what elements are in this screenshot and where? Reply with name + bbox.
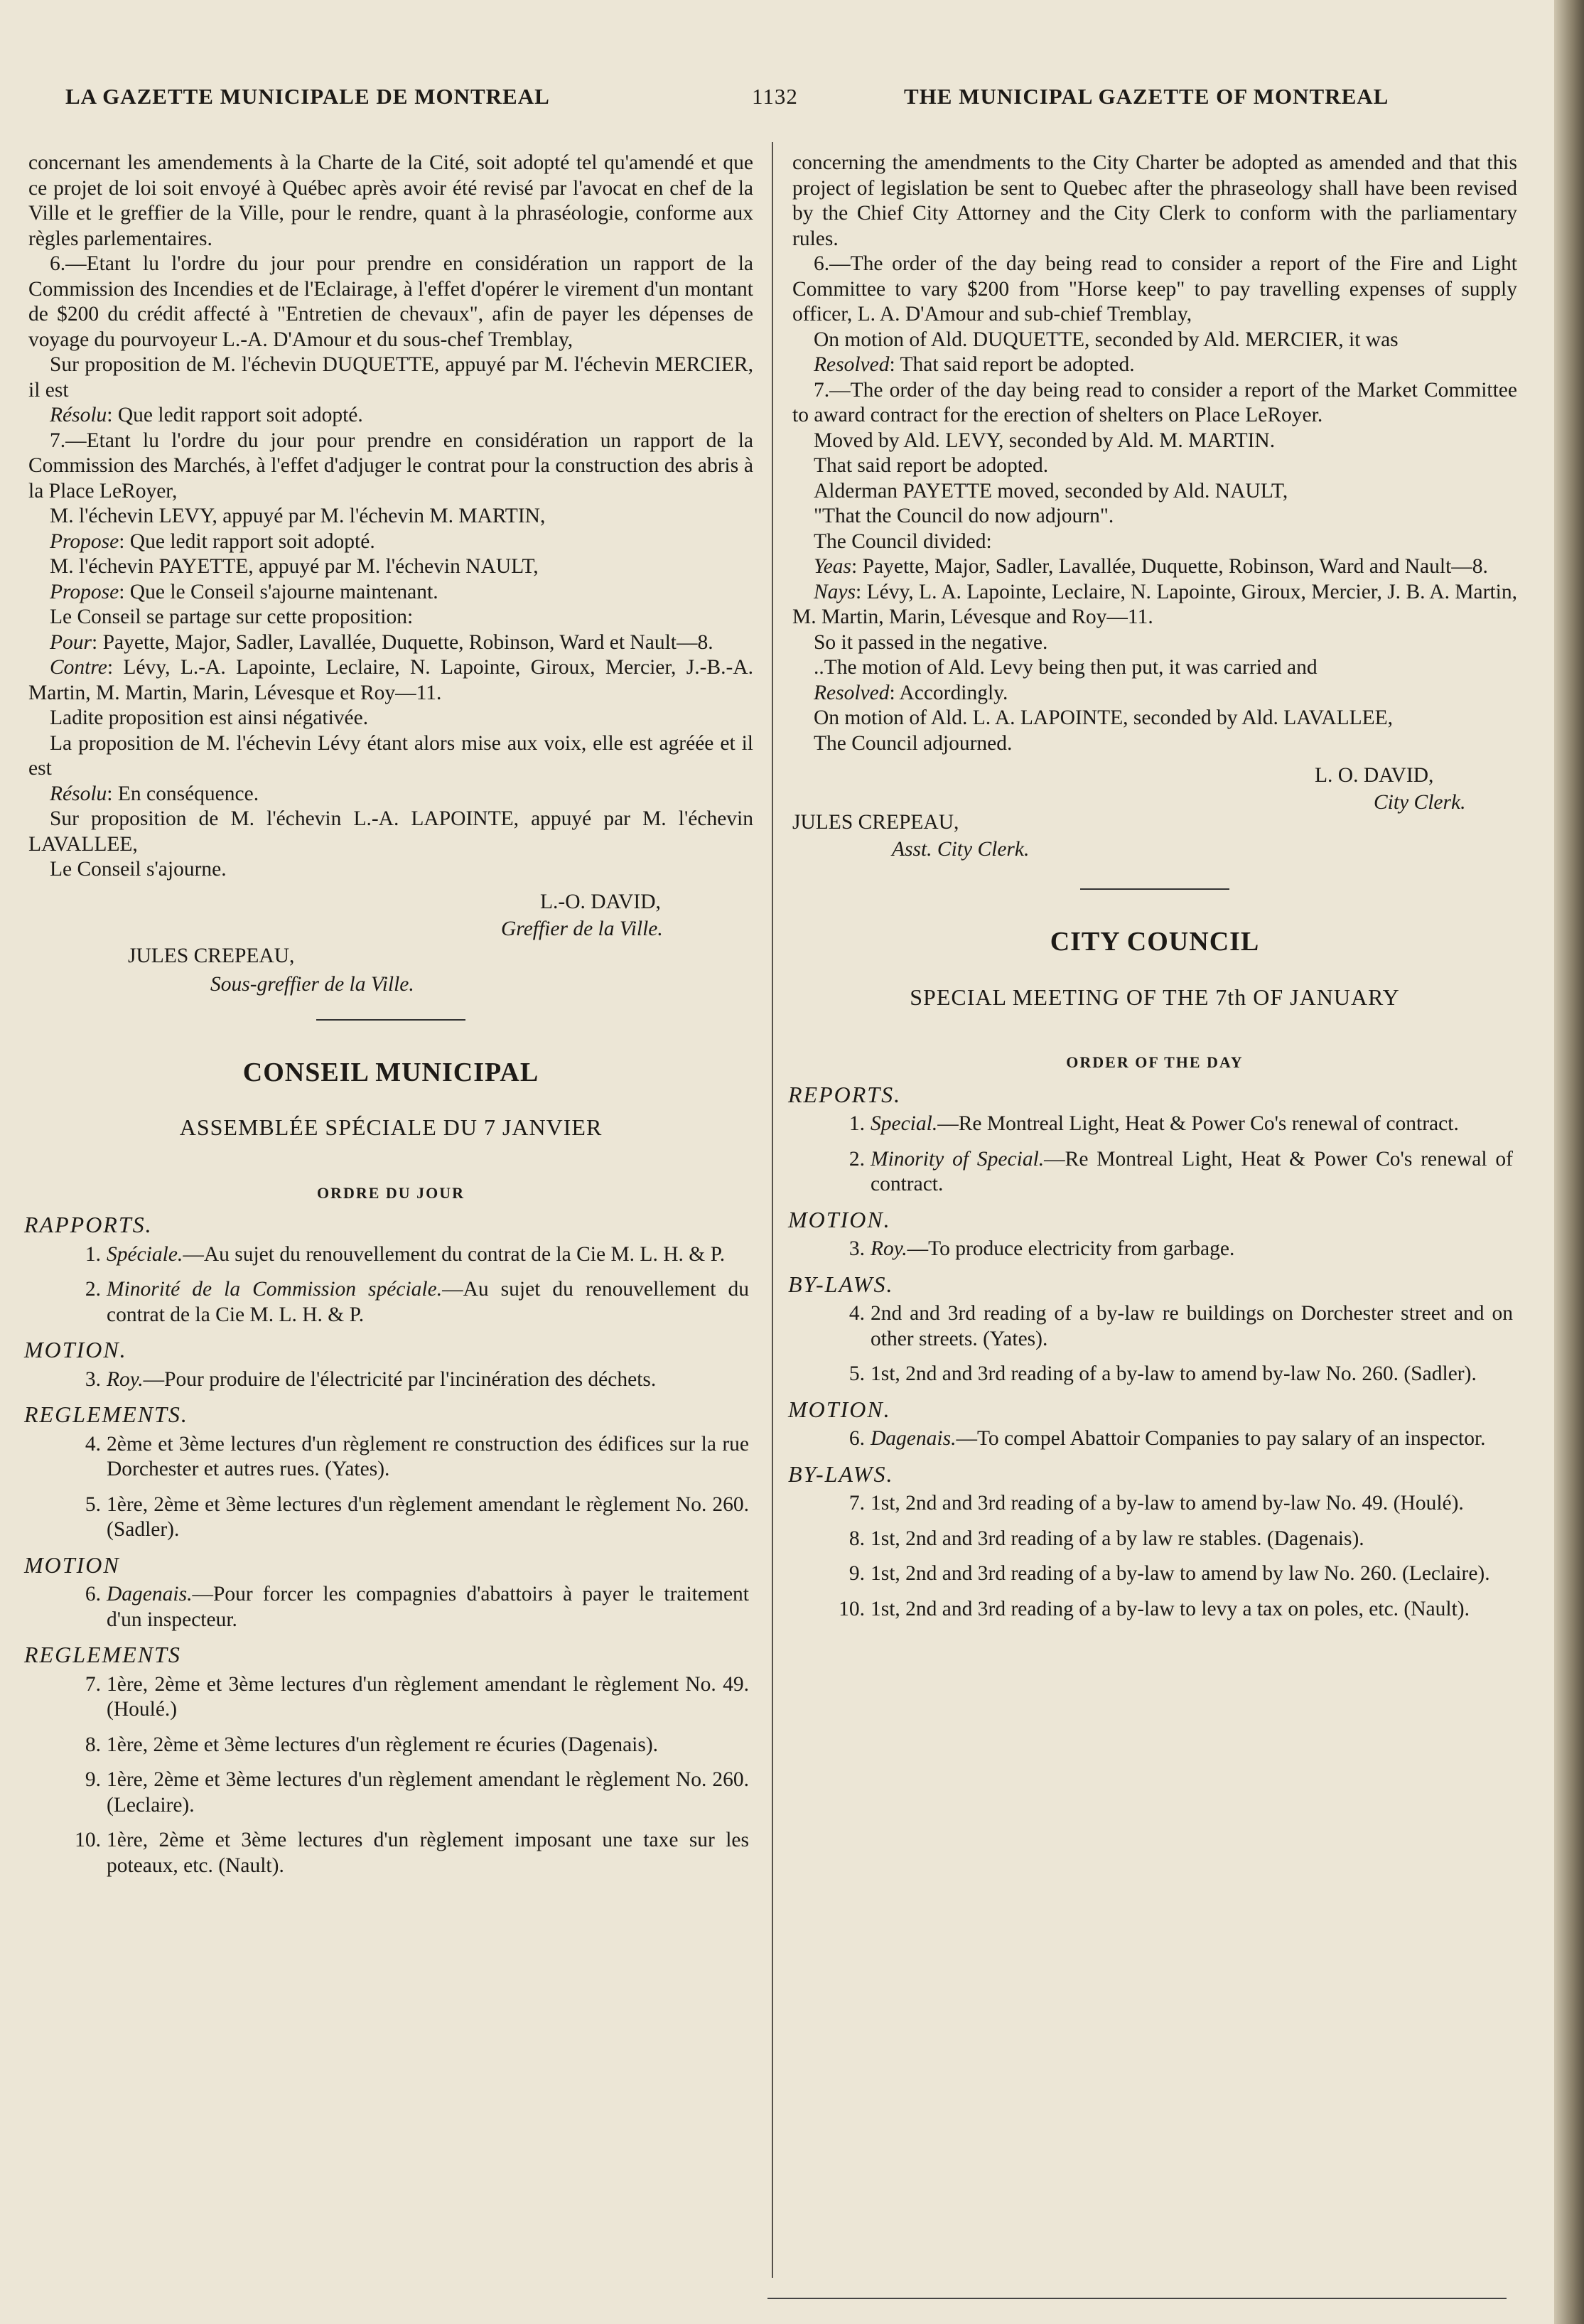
en-paragraph: The Council adjourned. xyxy=(814,731,1013,755)
fr-vote-for xyxy=(28,630,753,656)
agenda-item xyxy=(28,1432,753,1483)
agenda-item xyxy=(792,1527,1517,1552)
fr-agenda xyxy=(24,1212,753,1878)
fr-paragraph: Ladite proposition est ainsi négativée. xyxy=(50,706,369,729)
agenda-item xyxy=(792,1561,1517,1587)
agenda-item-text: —Re Montreal Light, Heat & Power Co's renewal of contract. xyxy=(937,1112,1459,1135)
agenda-item-text: —To produce electricity from garbage. xyxy=(907,1237,1235,1260)
agenda-item-mover: Minority of Special. xyxy=(871,1147,1045,1171)
en-vote-nays xyxy=(792,580,1517,630)
agenda-section-title: MOTION xyxy=(24,1551,120,1578)
fr-proposal-text: : Que le Conseil s'ajourne maintenant. xyxy=(119,580,438,603)
fr-resolution-label: Résolu xyxy=(50,782,107,805)
agenda-item-text: —Au sujet du renouvellement du contrat de la Cie M. L. H. & P. xyxy=(107,1278,749,1326)
en-meeting-title: SPECIAL MEETING OF THE 7th OF JANUARY xyxy=(910,984,1400,1010)
agenda-item xyxy=(792,1426,1517,1452)
agenda-section-title: BY-LAWS. xyxy=(788,1271,894,1297)
agenda-item-number: 2. xyxy=(848,1147,865,1171)
agenda-item-text: 1st, 2nd and 3rd reading of a by-law to amend by-law No. 49. (Houlé). xyxy=(871,1492,1464,1515)
en-vote-nays-label: Nays xyxy=(814,580,856,603)
en-resolution-text: : Accordingly. xyxy=(889,681,1008,704)
agenda-item-number: 7. xyxy=(85,1672,101,1696)
fr-proposal-label: Propose xyxy=(50,529,119,553)
agenda-section-title: REPORTS. xyxy=(788,1081,902,1107)
en-paragraph: The Council divided: xyxy=(814,529,992,553)
fr-paragraph: concernant les amendements à la Charte de la Cité, soit adopté tel qu'amendé et que ce projet de loi soit envoyé à Québec après avoir été revisé par l'avocat en chef de la Ville et le greffier de la Ville, pour le rendre, quant à la phraséologie, conforme aux règles parlementaires. xyxy=(28,151,753,250)
en-asst-clerk-title: Asst. City Clerk. xyxy=(892,838,1030,861)
agenda-item xyxy=(28,1828,753,1878)
agenda-section-title: MOTION. xyxy=(788,1206,891,1232)
agenda-item-number: 9. xyxy=(85,1768,101,1791)
en-resolution-label: Resolved xyxy=(814,681,890,704)
en-clerk-title: City Clerk. xyxy=(1374,791,1466,814)
fr-resolution-text: : En conséquence. xyxy=(107,782,259,805)
en-signatures xyxy=(792,763,1517,898)
agenda-item-mover: Special. xyxy=(871,1112,938,1135)
en-paragraph: 6.—The order of the day being read to consider a report of the Fire and Light Committee to vary $200 from "Horse keep" to pay travelling expenses of supply officer, L. A. D'Amour and sub-chief Tremblay, xyxy=(792,252,1517,326)
fr-proposal xyxy=(28,580,753,606)
agenda-section-title: BY-LAWS. xyxy=(788,1460,894,1487)
agenda-item-mover: Roy. xyxy=(871,1237,907,1260)
agenda-item xyxy=(792,1112,1517,1137)
agenda-item-number: 7. xyxy=(848,1492,865,1515)
agenda-item xyxy=(792,1237,1517,1262)
agenda-item xyxy=(28,1492,753,1543)
agenda-item-text: —Pour produire de l'électricité par l'incinération des déchets. xyxy=(143,1367,657,1391)
fr-paragraph: La proposition de M. l'échevin Lévy étant alors mise aux voix, elle est agréée et il est xyxy=(28,731,753,780)
agenda-item-text: 1ère, 2ème et 3ème lectures d'un règlement amendant le règlement No. 49. (Houlé.) xyxy=(107,1672,749,1721)
agenda-section-title: REGLEMENTS xyxy=(24,1642,181,1667)
agenda-item xyxy=(792,1147,1517,1198)
en-resolution-label: Resolved xyxy=(814,353,890,376)
french-column xyxy=(24,151,753,1888)
fr-asst-clerk-name: JULES CREPEAU, xyxy=(128,944,295,967)
fr-paragraph: 6.—Etant lu l'ordre du jour pour prendre en considération un rapport de la Commission des Incendies et de l'Eclairage, à l'effet d'opérer le virement d'un montant de $200 du crédit affecté à "Entretien de chevaux", afin de payer les dépenses de voyage du pourvoyeur L.-A. D'Amour et du sous-chef Tremblay, xyxy=(28,252,753,351)
agenda-item-mover: Roy. xyxy=(107,1367,144,1391)
en-order-title: ORDER OF THE DAY xyxy=(1066,1053,1244,1071)
en-council-title: CITY COUNCIL xyxy=(1050,927,1260,957)
agenda-item xyxy=(792,1362,1517,1387)
agenda-item-number: 2. xyxy=(85,1278,101,1301)
agenda-item-number: 5. xyxy=(85,1492,101,1516)
fr-clerk-title: Greffier de la Ville. xyxy=(501,917,663,940)
fr-paragraph: Sur proposition de M. l'échevin L.-A. LAPOINTE, appuyé par M. l'échevin LAVALLEE, xyxy=(28,807,753,856)
fr-proposal-text: : Que ledit rapport soit adopté. xyxy=(119,529,375,553)
agenda-item-number: 3. xyxy=(85,1367,101,1391)
fr-proposal-label: Propose xyxy=(50,580,119,603)
agenda-item-text: 1st, 2nd and 3rd reading of a by-law to amend by law No. 260. (Leclaire). xyxy=(871,1562,1490,1585)
agenda-item xyxy=(28,1733,753,1758)
agenda-section-title: MOTION. xyxy=(24,1337,127,1362)
fr-asst-clerk-title: Sous-greffier de la Ville. xyxy=(210,972,414,996)
agenda-item-text: —To compel Abattoir Companies to pay salary of an inspector. xyxy=(956,1427,1486,1450)
agenda-section-title: MOTION. xyxy=(788,1396,891,1422)
agenda-item-number: 8. xyxy=(848,1527,865,1550)
agenda-item xyxy=(792,1597,1517,1623)
agenda-item-text: 1st, 2nd and 3rd reading of a by-law to amend by-law No. 260. (Sadler). xyxy=(871,1362,1477,1385)
bottom-rule xyxy=(767,2298,1507,2299)
agenda-item-text: 1st, 2nd and 3rd reading of a by law re stables. (Dagenais). xyxy=(871,1527,1364,1550)
agenda-item xyxy=(28,1242,753,1268)
fr-resolution-text: : Que ledit rapport soit adopté. xyxy=(107,404,363,426)
agenda-item-text: 1ère, 2ème et 3ème lectures d'un règlement amendant le règlement No. 260. (Leclaire). xyxy=(107,1768,749,1817)
en-resolution xyxy=(792,353,1517,378)
english-column xyxy=(788,151,1517,1632)
en-paragraph: 7.—The order of the day being read to consider a report of the Market Committee to award contract for the erection of shelters on Place LeRoyer. xyxy=(792,378,1517,426)
agenda-item-text: —Re Montreal Light, Heat & Power Co's renewal of contract. xyxy=(871,1147,1513,1195)
fr-paragraph: M. l'échevin LEVY, appuyé par M. l'échevin M. MARTIN, xyxy=(50,505,546,527)
agenda-item-number: 10. xyxy=(839,1597,865,1620)
page-header xyxy=(0,84,1549,127)
agenda-section-title: REGLEMENTS. xyxy=(24,1402,188,1427)
agenda-item-number: 4. xyxy=(85,1432,101,1456)
en-vote-yeas-label: Yeas xyxy=(814,555,852,578)
fr-meeting-title: ASSEMBLÉE SPÉCIALE DU 7 JANVIER xyxy=(179,1114,603,1140)
en-paragraph: Alderman PAYETTE moved, seconded by Ald. NAULT, xyxy=(814,479,1288,502)
fr-council-title: CONSEIL MUNICIPAL xyxy=(242,1057,539,1087)
fr-vote-for-text: : Payette, Major, Sadler, Lavallée, Duquette, Robinson, Ward et Nault—8. xyxy=(92,630,713,654)
fr-paragraph: Le Conseil se partage sur cette proposition: xyxy=(50,606,414,628)
fr-vote-against-label: Contre xyxy=(50,656,107,679)
fr-resolution-label: Résolu xyxy=(50,404,107,426)
fr-order-title: ORDRE DU JOUR xyxy=(316,1183,465,1202)
en-resolution xyxy=(792,681,1517,706)
agenda-item-number: 6. xyxy=(848,1427,865,1450)
en-resolution-text: : That said report be adopted. xyxy=(889,353,1135,376)
agenda-item-number: 9. xyxy=(848,1562,865,1585)
agenda-item xyxy=(792,1491,1517,1517)
en-paragraph: "That the Council do now adjourn". xyxy=(814,505,1114,527)
en-asst-clerk-name: JULES CREPEAU, xyxy=(792,811,959,834)
fr-signatures xyxy=(28,890,753,1025)
fr-vote-for-label: Pour xyxy=(50,630,92,654)
fr-proposal xyxy=(28,529,753,555)
en-paragraph: On motion of Ald. DUQUETTE, seconded by Ald. MERCIER, it was xyxy=(814,328,1399,351)
agenda-item-number: 3. xyxy=(848,1237,865,1260)
fr-vote-against xyxy=(28,655,753,706)
agenda-section-title: RAPPORTS. xyxy=(24,1212,153,1237)
agenda-item-number: 5. xyxy=(848,1362,865,1385)
fr-clerk-name: L.-O. DAVID, xyxy=(540,890,661,913)
agenda-item-number: 1. xyxy=(848,1112,865,1135)
agenda-item-mover: Minorité de la Commission spéciale. xyxy=(107,1278,443,1301)
agenda-item-number: 6. xyxy=(85,1583,101,1605)
agenda-item-number: 10. xyxy=(75,1829,101,1851)
agenda-item-text: 1ère, 2ème et 3ème lectures d'un règlement re écuries (Dagenais). xyxy=(107,1733,659,1756)
agenda-item-text: 2ème et 3ème lectures d'un règlement re construction des édifices sur la rue Dorchester et autres rues. (Yates). xyxy=(107,1432,749,1480)
agenda-item xyxy=(28,1672,753,1723)
en-clerk-name: L. O. DAVID, xyxy=(1315,764,1434,787)
fr-paragraph: Le Conseil s'ajourne. xyxy=(50,858,227,881)
fr-vote-against-text: : Lévy, L.-A. Lapointe, Leclaire, N. Lapointe, Giroux, Mercier, J.-B.-A. Martin, M. Martin, Marin, Lévesque et Roy—11. xyxy=(28,656,753,704)
page-number: 1132 xyxy=(752,84,798,109)
en-vote-yeas xyxy=(792,554,1517,580)
column-divider xyxy=(772,142,773,2278)
fr-paragraph: Sur proposition de M. l'échevin DUQUETTE, appuyé par M. l'échevin MERCIER, il est xyxy=(28,353,753,402)
agenda-item-number: 4. xyxy=(848,1302,865,1325)
en-paragraph: So it passed in the negative. xyxy=(814,630,1048,654)
agenda-item xyxy=(28,1367,753,1393)
fr-paragraph: 7.—Etant lu l'ordre du jour pour prendre en considération un rapport de la Commission des Marchés, à l'effet d'adjuger le contrat pour la construction des abris à la Place LeRoyer, xyxy=(28,429,753,502)
fr-paragraph: M. l'échevin PAYETTE, appuyé par M. l'échevin NAULT, xyxy=(50,555,539,578)
en-paragraph: That said report be adopted. xyxy=(814,454,1049,477)
header-left-title: LA GAZETTE MUNICIPALE DE MONTREAL xyxy=(65,84,550,109)
agenda-item-mover: Spéciale. xyxy=(107,1242,183,1266)
agenda-item xyxy=(792,1301,1517,1352)
en-vote-nays-text: : Lévy, L. A. Lapointe, Leclaire, N. Lapointe, Giroux, Mercier, J. B. A. Martin, M. Martin, Marin, Lévesque and Roy—11. xyxy=(792,580,1517,628)
agenda-item xyxy=(28,1582,753,1632)
agenda-item-text: 1st, 2nd and 3rd reading of a by-law to levy a tax on poles, etc. (Nault). xyxy=(871,1597,1470,1620)
fr-resolution xyxy=(28,403,753,429)
agenda-item xyxy=(28,1277,753,1328)
agenda-item-text: —Pour forcer les compagnies d'abattoirs à payer le traitement d'un inspecteur. xyxy=(107,1583,749,1631)
en-paragraph: concerning the amendments to the City Charter be adopted as amended and that this project of legislation be sent to Quebec after the phraseology shall have been revised by the Chief City Attorney and the City Clerk to conform with the parliamentary rules. xyxy=(792,151,1517,250)
agenda-item-number: 1. xyxy=(85,1242,101,1266)
en-paragraph: ..The motion of Ald. Levy being then put, it was carried and xyxy=(814,656,1318,679)
en-paragraph: Moved by Ald. LEVY, seconded by Ald. M. MARTIN. xyxy=(814,429,1276,452)
fr-resolution xyxy=(28,782,753,807)
agenda-item-text: 2nd and 3rd reading of a by-law re buildings on Dorchester street and on other streets. (Yates). xyxy=(871,1302,1513,1350)
book-spine xyxy=(1554,0,1584,2324)
en-vote-yeas-text: : Payette, Major, Sadler, Lavallée, Duquette, Robinson, Ward and Nault—8. xyxy=(851,555,1488,578)
header-right-title: THE MUNICIPAL GAZETTE OF MONTREAL xyxy=(904,84,1389,109)
agenda-item xyxy=(28,1768,753,1818)
agenda-item-number: 8. xyxy=(85,1733,101,1756)
agenda-item-mover: Dagenais. xyxy=(107,1583,193,1605)
agenda-item-mover: Dagenais. xyxy=(871,1427,957,1450)
agenda-item-text: 1ère, 2ème et 3ème lectures d'un règlement imposant une taxe sur les poteaux, etc. (Nault). xyxy=(107,1829,749,1877)
en-agenda xyxy=(788,1081,1517,1623)
en-paragraph: On motion of Ald. L. A. LAPOINTE, seconded by Ald. LAVALLEE, xyxy=(814,706,1394,729)
agenda-item-text: —Au sujet du renouvellement du contrat de la Cie M. L. H. & P. xyxy=(183,1242,726,1266)
agenda-item-text: 1ère, 2ème et 3ème lectures d'un règlement amendant le règlement No. 260. (Sadler). xyxy=(107,1492,749,1541)
